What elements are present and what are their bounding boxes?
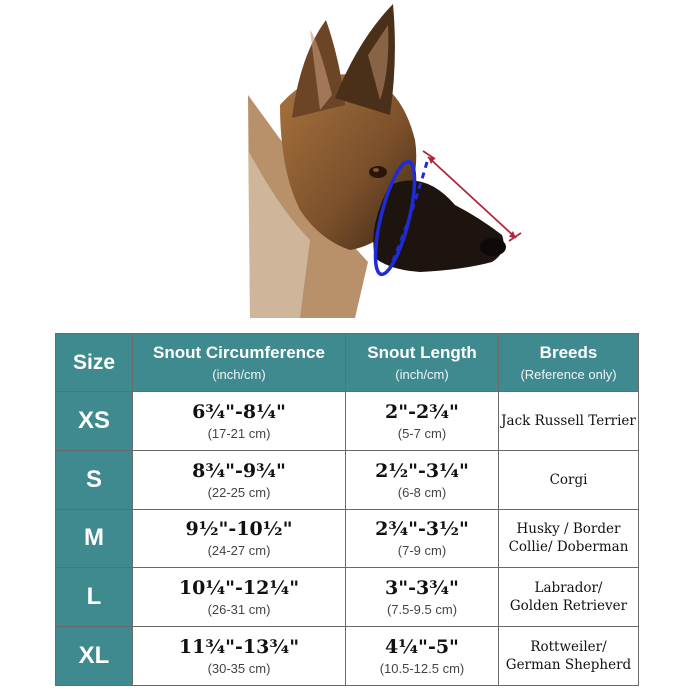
table-row xyxy=(56,450,639,509)
length-cell xyxy=(346,568,499,627)
dog-nose xyxy=(480,238,506,256)
breed-line: German Shepherd xyxy=(505,657,632,674)
breed-line: Collie/ Doberman xyxy=(508,539,629,556)
length-cm: (7-9 cm) xyxy=(397,543,447,559)
circumference-cell xyxy=(133,450,346,509)
length-inch: 3"-3¾" xyxy=(385,577,459,600)
circumference-cm: (22-25 cm) xyxy=(207,484,271,500)
length-cm: (10.5-12.5 cm) xyxy=(379,661,465,677)
breed-line: Golden Retriever xyxy=(509,598,628,615)
circumference-inch: 11¾"-13¾" xyxy=(178,636,300,659)
length-cell xyxy=(346,509,499,568)
length-cell xyxy=(346,392,499,451)
breed-line: Rottweiler/ xyxy=(530,639,607,656)
circumference-inch: 9½"-10½" xyxy=(185,518,293,541)
length-cm: (7.5-9.5 cm) xyxy=(386,602,458,618)
circumference-inch: 6¾"-8¼" xyxy=(192,400,286,423)
length-cm: (6-8 cm) xyxy=(397,484,447,500)
breed-line: Labrador/ xyxy=(534,580,603,597)
size-label: S xyxy=(56,450,133,509)
circumference-cm: (24-27 cm) xyxy=(207,543,271,559)
size-label: XL xyxy=(56,627,133,686)
size-chart-table xyxy=(55,333,639,686)
table-row xyxy=(56,627,639,686)
circumference-cm: (30-35 cm) xyxy=(207,661,271,677)
breed-cell xyxy=(499,627,639,686)
circumference-cm: (17-21 cm) xyxy=(207,425,271,441)
circumference-cell xyxy=(133,392,346,451)
table-row xyxy=(56,392,639,451)
header-length: Snout Length (inch/cm) xyxy=(346,334,499,392)
circumference-cell xyxy=(133,627,346,686)
breed-cell xyxy=(499,450,639,509)
size-label: L xyxy=(56,568,133,627)
length-inch: 2"-2¾" xyxy=(385,400,459,423)
breed-cell xyxy=(499,509,639,568)
header-breeds: Breeds (Reference only) xyxy=(499,334,639,392)
size-label: XS xyxy=(56,392,133,451)
breed-cell xyxy=(499,568,639,627)
breed-line: Corgi xyxy=(549,471,588,488)
table-row xyxy=(56,568,639,627)
circumference-cm: (26-31 cm) xyxy=(207,602,271,618)
dog-eye xyxy=(369,166,387,178)
header-circumference: Snout Circumference (inch/cm) xyxy=(133,334,346,392)
table-header-row xyxy=(56,334,639,392)
table-row xyxy=(56,509,639,568)
breed-line: Husky / Border xyxy=(516,521,621,538)
length-cm: (5-7 cm) xyxy=(397,425,447,441)
circumference-cell xyxy=(133,568,346,627)
circumference-inch: 10¼"-12¼" xyxy=(178,577,300,600)
breed-line: Jack Russell Terrier xyxy=(501,412,636,429)
length-inch: 2¾"-3½" xyxy=(375,518,469,541)
length-inch: 4¼"-5" xyxy=(385,636,459,659)
length-inch: 2½"-3¼" xyxy=(375,459,469,482)
header-size: Size xyxy=(56,334,133,392)
length-cell xyxy=(346,627,499,686)
breed-cell xyxy=(499,392,639,451)
size-label: M xyxy=(56,509,133,568)
dog-head-illustration xyxy=(240,0,530,318)
circumference-inch: 8¾"-9¾" xyxy=(192,459,286,482)
circumference-cell xyxy=(133,509,346,568)
length-cell xyxy=(346,450,499,509)
